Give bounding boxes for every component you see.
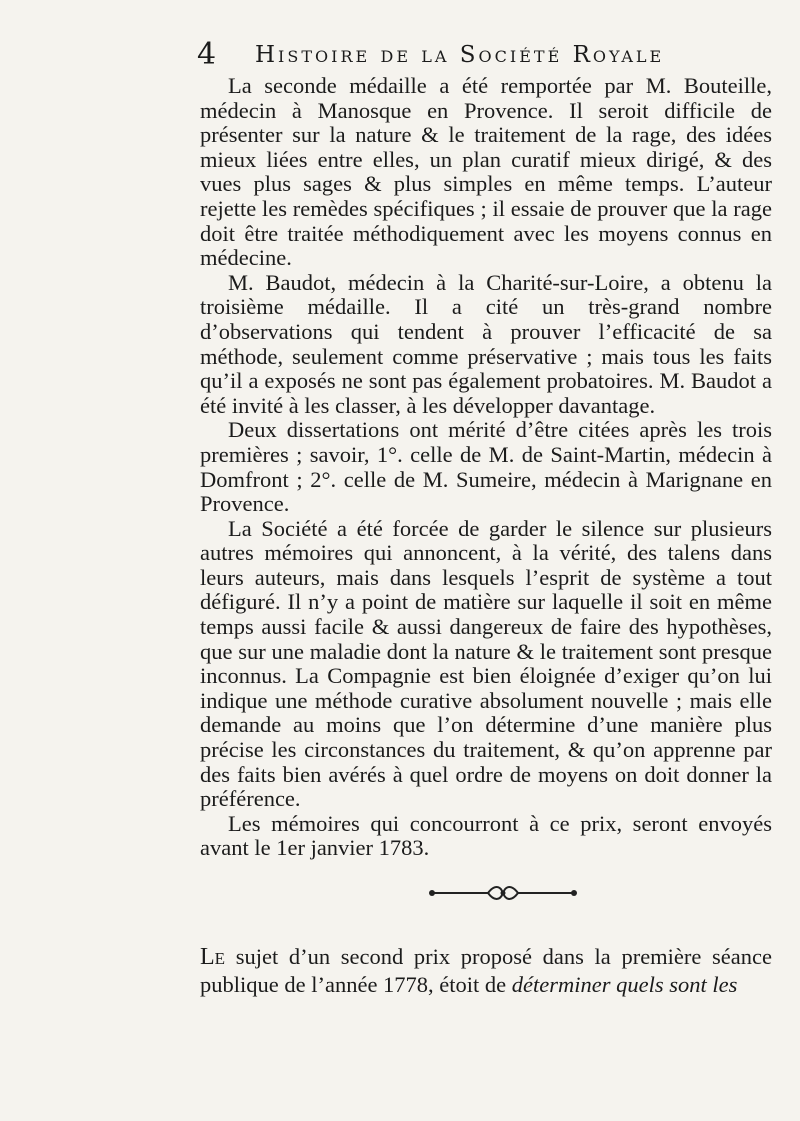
closing-italic-text: déterminer quels sont les (511, 971, 738, 997)
closing-paragraph (200, 943, 772, 998)
closing-lead-word: Le (200, 943, 226, 970)
ornament-divider-icon (428, 884, 578, 902)
body-text (200, 74, 772, 861)
paragraph-cited-dissertations: Deux dissertations ont mérité d’être citées après les trois premières ; savoir, 1°. celle de M. de Saint-Martin, médecin à Domfront ; 2°. celle de M. Sumeire, médecin à Marignane en Provence. (200, 417, 772, 517)
paragraph-deadline: Les mémoires qui concourront à ce prix, seront envoyés avant le 1er janvier 1783. (200, 810, 772, 861)
closing-text: sujet d’un second prix proposé dans la première séance publique de l’année 1778, étoit de (200, 943, 772, 997)
page-number: 4 (197, 37, 217, 72)
paragraph-other-memoirs: La Société a été forcée de garder le silence sur plusieurs autres mémoires qui annoncent, à la vérité, des talens dans leurs auteurs, mais dans lesquels l’esprit de système a tout défiguré. Il n’y a point de matière sur laquelle il soit en même temps aussi facile & aussi dangereux de faire des hypothèses, que sur une maladie dont la nature & le traitement sont presque inconnus. La Compagnie est bien éloignée d’exiger qu’on lui indique une méthode curative absolument nouvelle ; mais elle demande au moins que l’on détermine d’une manière plus précise les circonstances du traitement, & qu’on apprenne par des faits bien avérés à quel ordre de moyens on doit donner la préférence. (200, 515, 772, 812)
page-header (197, 37, 760, 72)
running-head: Histoire de la Société Royale (255, 42, 665, 68)
paragraph-third-medal: M. Baudot, médecin à la Charité-sur-Loire, a obtenu la troisième médaille. Il a cité un très-grand nombre d’observations qui tendent à prouver l’efficacité de sa méthode, seulement comme préservative ; mais tous les faits qu’il a exposés ne sont pas également probatoires. M. Baudot a été invité à les classer, à les développer davantage. (200, 269, 772, 418)
paragraph-second-medal: La seconde médaille a été remportée par M. Bouteille, médecin à Manosque en Provence. Il seroit difficile de présenter sur la nature & le traitement de la rage, des idées mieux liées entre elles, un plan curatif mieux dirigé, & des vues plus sages & plus simples en même temps. L’auteur rejette les remèdes spécifiques ; il essaie de prouver que la rage doit être traitée méthodiquement avec les moyens connus en médecine. (200, 73, 772, 271)
